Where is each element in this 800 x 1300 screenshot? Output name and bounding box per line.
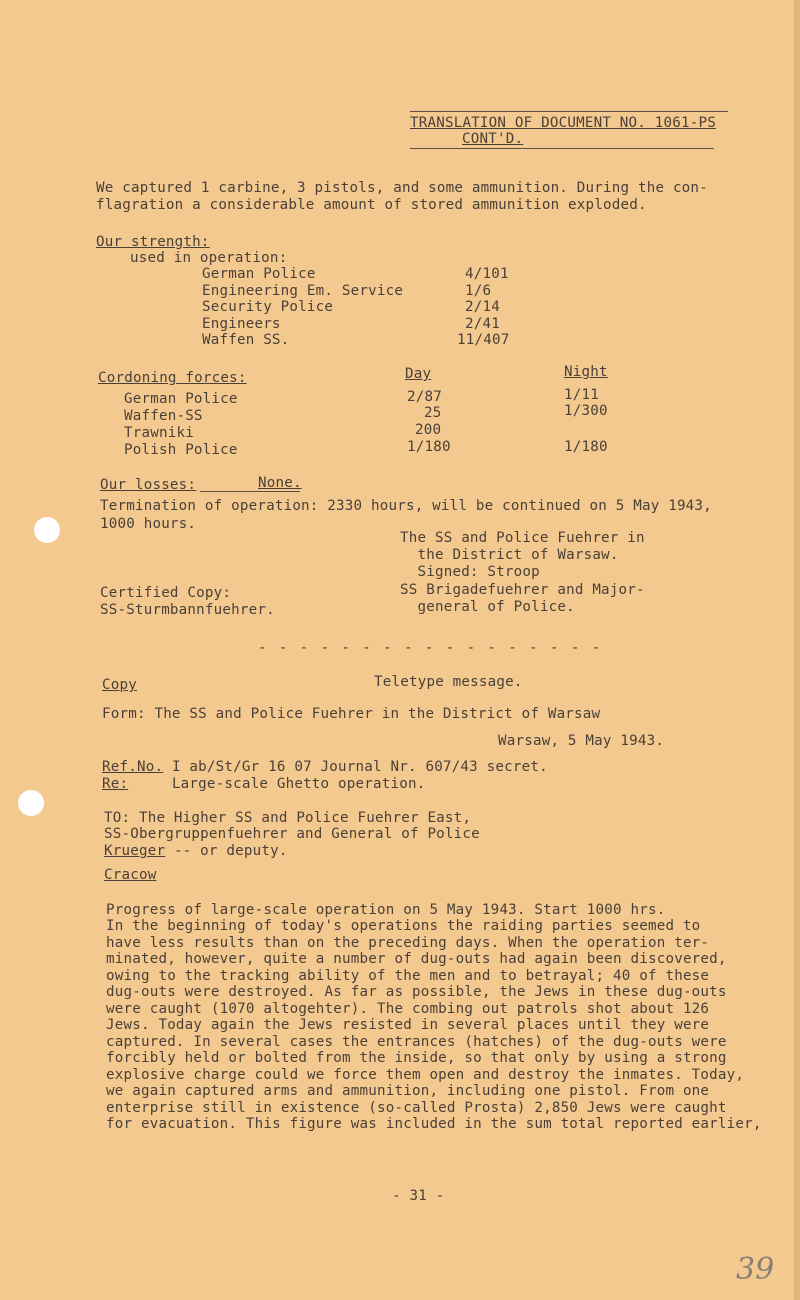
re-line (102, 776, 425, 793)
city: Cracow (104, 867, 157, 883)
cordoning-night: 1/180 (564, 439, 608, 455)
cordoning-heading: Cordoning forces: (98, 370, 247, 386)
cordoning-day: 2/87 (407, 389, 442, 405)
cordoning-day: 1/180 (407, 439, 451, 455)
losses-value: None. (258, 475, 302, 491)
strength-label: Security Police (202, 299, 334, 315)
header-rule-top (410, 111, 728, 112)
place-date: Warsaw, 5 May 1943. (498, 733, 665, 749)
to-name: Krueger (104, 843, 166, 859)
cordoning-label: Waffen-SS (124, 408, 203, 424)
ref-line (102, 759, 548, 776)
intro-line-1: We captured 1 carbine, 3 pistols, and some ammunition. During the con- (96, 180, 708, 196)
header-title: TRANSLATION OF DOCUMENT NO. 1061-PS (410, 115, 716, 131)
cordoning-col-day: Day (405, 366, 432, 382)
from-line: Form: The SS and Police Fuehrer in the District of Warsaw (102, 706, 601, 722)
body-line: were caught (1070 altogehter). The combing out patrols shot about 126 (106, 1001, 710, 1017)
strength-value: 2/14 (465, 299, 500, 315)
cordoning-label: Trawniki (124, 425, 194, 441)
cordoning-label: German Police (124, 391, 238, 407)
termination-line-2: 1000 hours. (100, 516, 197, 532)
signature-line-5: general of Police. (400, 599, 575, 615)
signature-line-4: SS Brigadefuehrer and Major- (400, 582, 645, 598)
page-edge (794, 0, 800, 1300)
body-line: for evacuation. This figure was included in the sum total reported earlier, (106, 1116, 762, 1132)
body-line: enterprise still in existence (so-called Prosta) 2,850 Jews were caught (106, 1100, 727, 1116)
body-line: captured. In several cases the entrances (hatches) of the dug-outs were (106, 1034, 727, 1050)
strength-subheading: used in operation: (130, 250, 288, 266)
to-rest: -- or deputy. (165, 843, 288, 859)
body-line: explosive charge could we force them open and destroy the inmates. Today, (106, 1067, 745, 1083)
strength-label: Waffen SS. (202, 332, 290, 348)
cordoning-day: 25 (424, 405, 442, 421)
body-line: In the beginning of today's operations the raiding parties seemed to (106, 918, 701, 934)
punch-hole-bottom (18, 790, 44, 816)
signature-line-2: the District of Warsaw. (400, 547, 619, 563)
signature-line-1: The SS and Police Fuehrer in (400, 530, 645, 546)
ref-label: Ref.No. (102, 759, 164, 775)
to-line-1: TO: The Higher SS and Police Fuehrer East, (104, 810, 472, 826)
strength-label: Engineering Em. Service (202, 283, 404, 299)
handwritten-page-number: 39 (736, 1252, 775, 1287)
certified-signer: SS-Sturmbannfuehrer. (100, 602, 275, 618)
header-rule-bottom (410, 148, 714, 149)
strength-label: Engineers (202, 316, 281, 332)
body-line: have less results than on the preceding days. When the operation ter- (106, 935, 710, 951)
intro-line-2: flagration a considerable amount of stored ammunition exploded. (96, 197, 647, 213)
cordoning-night: 1/300 (564, 403, 608, 419)
punch-hole-top (34, 517, 60, 543)
body-line: Jews. Today again the Jews resisted in several places until they were (106, 1017, 710, 1033)
body-line: minated, however, quite a number of dug-outs had again been discovered, (106, 951, 727, 967)
strength-value: 1/6 (465, 283, 492, 299)
body-line: forcibly held or bolted from the inside, so that only by using a strong (106, 1050, 727, 1066)
section-separator: - - - - - - - - - - - - - - - - - (258, 640, 603, 656)
header-contd: CONT'D. (462, 131, 524, 147)
to-line-2: SS-Obergruppenfuehrer and General of Police (104, 826, 480, 842)
strength-value: 11/407 (457, 332, 510, 348)
strength-label: German Police (202, 266, 316, 282)
termination-line-1: Termination of operation: 2330 hours, will be continued on 5 May 1943, (100, 498, 712, 514)
to-line-3 (104, 843, 288, 860)
page-number: - 31 - (392, 1188, 445, 1204)
cordoning-day: 200 (415, 422, 442, 438)
re-label: Re: (102, 776, 129, 792)
cordoning-night: 1/11 (564, 387, 599, 403)
signature-line-3: Signed: Stroop (400, 564, 540, 580)
strength-value: 2/41 (465, 316, 500, 332)
strength-heading: Our strength: (96, 234, 210, 250)
body-line: we again captured arms and ammunition, including one pistol. From one (106, 1083, 710, 1099)
cordoning-label: Polish Police (124, 442, 238, 458)
body-line: Progress of large-scale operation on 5 May 1943. Start 1000 hrs. (106, 902, 666, 918)
teletype-title: Teletype message. (374, 674, 523, 690)
cordoning-col-night: Night (564, 364, 608, 380)
body-line: dug-outs were destroyed. As far as possible, the Jews in these dug-outs (106, 984, 727, 1000)
strength-value: 4/101 (465, 266, 509, 282)
certified-copy: Certified Copy: (100, 585, 232, 601)
ref-value: I ab/St/Gr 16 07 Journal Nr. 607/43 secret. (163, 759, 548, 775)
copy-label: Copy (102, 677, 137, 693)
body-line: owing to the tracking ability of the men and to betrayal; 40 of these (106, 968, 710, 984)
re-value: Large-scale Ghetto operation. (128, 776, 426, 792)
losses-label: Our losses: (100, 477, 197, 493)
